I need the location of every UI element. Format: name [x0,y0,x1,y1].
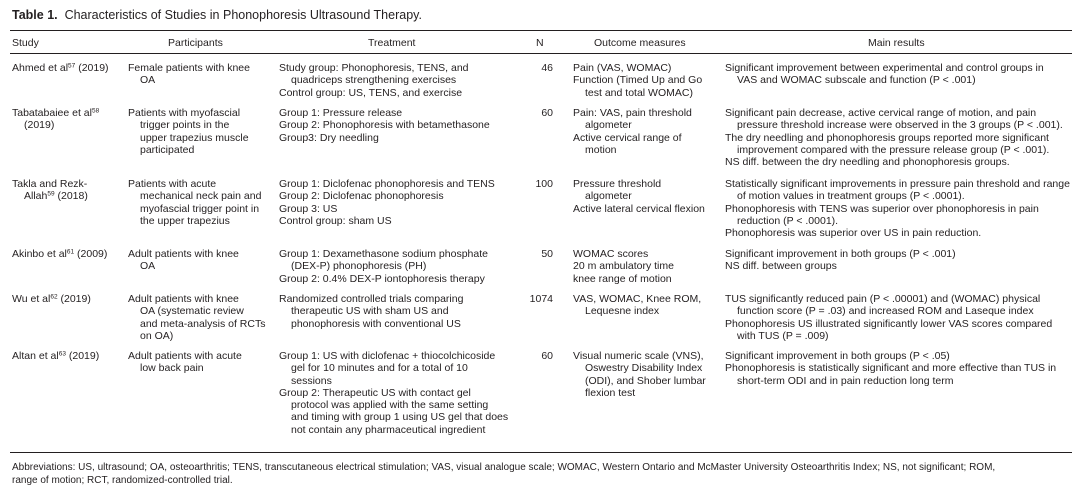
cell-text-line: Pain: VAS, pain threshold [573,107,692,119]
column-header-participants: Participants [168,37,223,49]
cell-text-line: not contain any pharmaceutical ingredient [291,423,486,436]
cell-text-line: Function (Timed Up and Go [573,74,703,87]
n-cell: 60 [541,350,553,362]
column-header-main-results: Main results [868,37,925,49]
cell-text-line: with TUS (P = .009) [737,329,829,342]
column-header-outcome-measures: Outcome measures [594,37,686,49]
cell-text-line: improvement compared with the pressure release group (P < .001). [737,143,1050,156]
abbreviations-footnote: Abbreviations: US, ultrasound; OA, osteoarthritis; TENS, transcutaneous electrical stimulation; VAS, visual analogue scale; WOMAC, Western Ontario and McMaster University Osteoarthritis Index; NS, not significant; ROM, range of motion; RCT, randomized-controlled trial. [12,462,996,486]
reference-superscript: 57 [68,62,76,70]
cell-text-line: Visual numeric scale (VNS), [573,350,704,362]
cell-text-line: Wu et $al^{62}$ (2019) [12,293,91,305]
cell-text-line: OA [140,260,156,273]
cell-text-line: Adult patients with knee [128,248,239,260]
cell-text-line: Altan et $al^{63}$ (2019) [12,350,100,362]
cell-text-line: Active cervical range of [573,131,682,144]
participants-cell [128,178,261,227]
cell-text-line: Patients with acute [128,178,217,190]
cell-text-line: Control group: sham US [279,214,392,227]
cell-text-line: participated [140,143,195,156]
participants-cell [128,248,239,273]
cell-text-line: Group 1: Pressure release [279,107,403,119]
table-title: Characteristics of Studies in Phonophoresis Ultrasound Therapy. [64,8,422,22]
cell-text-line: VAS and WOMAC subscale and function (P < .001) [737,74,976,87]
cell-text-line: the upper trapezius [140,214,230,227]
study-cell [12,62,109,74]
cell-text-line: gel for 10 minutes and for a total of 10 [291,362,468,375]
cell-text-line: Phonophoresis was superior over US in pain reduction. [725,227,982,240]
n-cell: 46 [541,62,553,74]
n-cell: 60 [541,107,553,119]
cell-text-line: NS diff. between the dry needling and phonophoresis groups. [725,156,1010,169]
cell-text-line: trigger points in the [140,119,230,132]
cell-text-line: algometer [585,119,632,132]
cell-text-line: Oswestry Disability Index [585,362,703,375]
cell-text-line: upper trapezius muscle [140,131,249,144]
cell-text-line: Lequesne index [585,305,660,318]
cell-text-line: algometer [585,190,632,203]
cell-text-line: phonophoresis with conventional US [291,317,461,330]
n-cell: 100 [535,178,553,190]
cell-text-line: flexion test [585,386,636,399]
study-cell [12,248,107,260]
cell-text-line: Significant improvement between experimental and control groups in [725,62,1044,74]
cell-text-line: Group 1: US with diclofenac + thiocolchicoside [279,350,496,362]
column-header-treatment: Treatment [368,37,416,49]
outcome-cell [573,248,674,285]
cell-text-line: motion [585,143,617,156]
top-rule [10,30,1072,31]
cell-text-line: Patients with myofascial [128,107,241,119]
cell-text-line: Akinbo et $al^{61}$ (2009) [12,248,108,260]
table-label: Table 1. [12,8,58,22]
results-cell [725,178,1070,239]
cell-text-line: on OA) [140,329,174,342]
treatment-cell [279,178,495,227]
cell-text-line: Takla and Rezk- [12,178,88,190]
cell-text-line: Group 1: Diclofenac phonophoresis and TENS [279,178,495,190]
outcome-cell [573,293,701,318]
cell-text-line: myofascial trigger point in [140,202,260,215]
treatment-cell [279,248,488,285]
cell-text-line: pressure threshold increase were observed in the 3 groups (P < .001). [737,119,1063,132]
column-header-study: Study [12,37,39,49]
cell-text-line: Group 2: Phonophoresis with betamethasone [279,119,490,132]
cell-text-line: Group3: Dry needling [279,131,379,144]
results-cell [725,107,1063,168]
cell-text-line: Active lateral cervical flexion [573,202,705,215]
participants-cell [128,107,249,156]
study-cell [12,107,99,132]
bottom-rule [10,452,1072,453]
cell-text-line: NS diff. between groups [725,260,837,273]
cell-text-line: sessions [291,374,332,387]
cell-text-line: knee range of motion [573,272,672,285]
cell-text-line: Significant improvement in both groups (P < .05) [725,350,950,362]
cell-text-line: therapeutic US with sham US and [291,305,449,318]
cell-text-line: Adult patients with knee [128,293,239,305]
cell-text-line: The dry needling and phonophoresis groups reported more significant [725,131,1049,144]
study-cell [12,350,99,362]
results-cell [725,350,1056,387]
n-cell: 1074 [529,293,553,305]
cell-text-line: mechanical neck pain and [140,190,262,203]
column-header-n: N [536,37,544,49]
cell-text-line: Group 2: Therapeutic US with contact gel [279,386,471,399]
results-cell [725,248,956,273]
cell-text-line: low back pain [140,362,204,375]
cell-text-line: Allah$^{59}$ (2018) [24,190,88,203]
cell-text-line: (2019) [24,119,55,132]
cell-text-line: OA (systematic review [140,305,244,318]
outcome-cell [573,350,706,399]
outcome-cell [573,62,702,99]
cell-text-line: TUS significantly reduced pain (P < .00001) and (WOMAC) physical [725,293,1041,305]
cell-text-line: Pain (VAS, WOMAC) [573,62,672,74]
treatment-cell [279,107,490,144]
cell-text-line: VAS, WOMAC, Knee ROM, [573,293,702,305]
cell-text-line: Phonophoresis US illustrated significantly lower VAS scores compared [725,317,1053,330]
reference-superscript: 58 [91,107,100,115]
cell-text-line: of motion values in treatment groups (P < .0001). [737,190,965,203]
cell-text-line: Phonophoresis is statistically significant and more effective than TUS in [725,362,1057,375]
cell-text-line: WOMAC scores [573,248,649,260]
participants-cell [128,350,242,375]
reference-superscript: 62 [50,293,58,301]
participants-cell [128,62,250,87]
cell-text-line: Group 3: US [279,202,338,215]
cell-text-line: Group 2: 0.4% DEX-P iontophoresis therapy [279,272,485,285]
cell-text-line: OA [140,74,156,87]
n-cell: 50 [541,248,553,260]
cell-text-line: function score (P = .03) and increased ROM and Laseque index [737,305,1034,318]
results-cell [725,62,1044,87]
reference-superscript: 61 [66,248,75,256]
cell-text-line: Group 2: Diclofenac phonophoresis [279,190,444,203]
cell-text-line: Female patients with knee [128,62,250,74]
treatment-cell [279,350,508,436]
cell-text-line: Randomized controlled trials comparing [279,293,464,305]
cell-text-line: Pressure threshold [573,178,662,190]
cell-text-line: 20 m ambulatory time [573,260,674,273]
results-cell [725,293,1052,342]
cell-text-line: and timing with group 1 using US gel that does [291,411,509,424]
treatment-cell [279,293,463,330]
cell-text-line: and meta-analysis of RCTs [140,317,266,330]
cell-text-line: Phonophoresis with TENS was superior over phonophoresis in pain [725,202,1039,215]
cell-text-line: Statistically significant improvements in pressure pain threshold and range [725,178,1070,190]
cell-text-line: quadriceps strengthening exercises [291,74,457,87]
cell-text-line: reduction (P < .0001). [737,214,839,227]
study-cell [12,178,88,203]
cell-text-line: short-term ODI and in pain reduction long term [737,374,954,387]
cell-text-line: Ahmed et $al^{57}$ (2019) [12,62,109,74]
cell-text-line: (DEX-P) phonophoresis (PH) [291,260,427,273]
table-caption [12,8,422,22]
study-cell [12,293,91,305]
cell-text-line: test and total WOMAC) [585,86,693,99]
participants-cell [128,293,265,342]
treatment-cell [279,62,469,99]
reference-superscript: 59 [47,190,55,198]
cell-text-line: Adult patients with acute [128,350,242,362]
outcome-cell [573,107,692,156]
cell-text-line: Group 1: Dexamethasone sodium phosphate [279,248,488,260]
cell-text-line: Study group: Phonophoresis, TENS, and [279,62,469,74]
header-rule [10,53,1072,54]
cell-text-line: (ODI), and Shober lumbar [585,374,706,387]
cell-text-line: Control group: US, TENS, and exercise [279,86,463,99]
cell-text-line: protocol was applied with the same setting [291,399,489,412]
cell-text-line: Tabatabaiee et $al^{58}$ [12,107,100,119]
outcome-cell [573,178,705,215]
reference-superscript: 63 [58,350,66,358]
cell-text-line: Significant improvement in both groups (P < .001) [725,248,956,260]
cell-text-line: Significant pain decrease, active cervical range of motion, and pain [725,107,1037,119]
